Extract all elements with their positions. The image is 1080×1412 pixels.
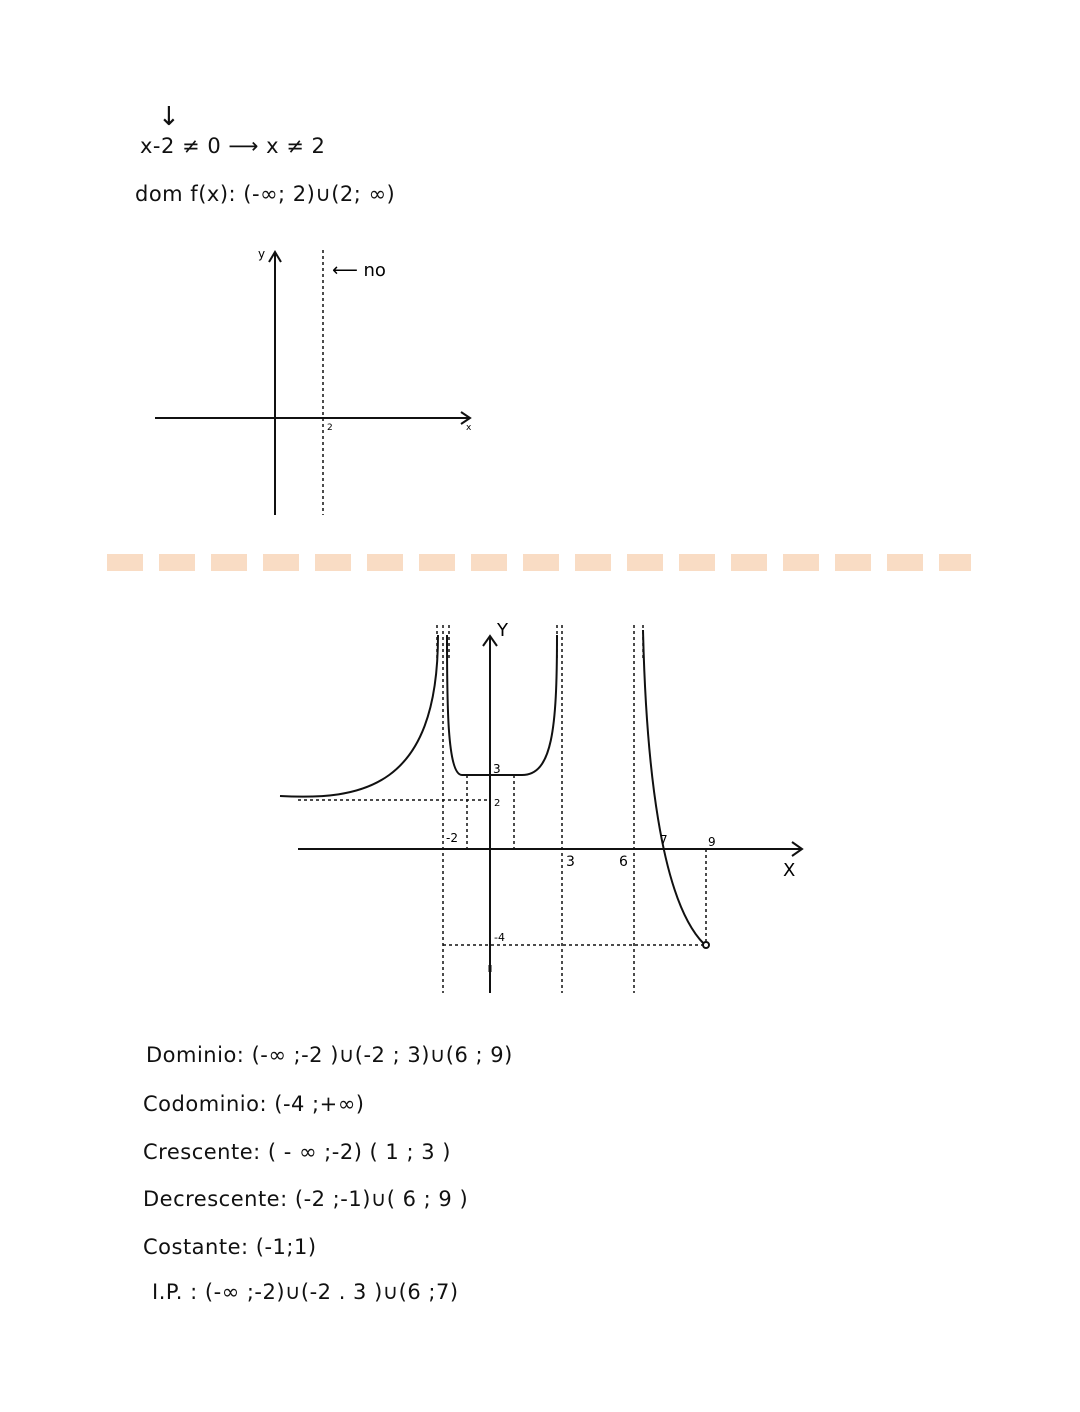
tick-y2: 2 <box>494 798 501 809</box>
x-label: x <box>466 423 472 433</box>
equation: x-2 ≠ 0 ⟶ x ≠ 2 <box>140 134 326 158</box>
tick-y3: 3 <box>493 762 501 776</box>
note-label: Decrescente: <box>143 1187 288 1211</box>
curve-right <box>643 630 704 944</box>
note-label: Dominio: <box>146 1043 245 1067</box>
note-value: (-2 ;-1)∪( 6 ; 9 ) <box>294 1187 469 1211</box>
y-label-2: Y <box>497 620 508 641</box>
dashed-separator <box>107 554 971 571</box>
tick-x3: 3 <box>566 854 575 870</box>
note-label: Crescente: <box>143 1140 261 1164</box>
tick-m2: -2 <box>446 831 458 845</box>
note-ip <box>152 1280 459 1304</box>
note-label: I.P. : <box>152 1280 198 1304</box>
note-dominio <box>146 1043 513 1067</box>
y-label: y <box>258 247 266 261</box>
y-axis-arrow-icon-2 <box>483 636 497 646</box>
note-value: (-∞ ;-2 )∪(-2 ; 3)∪(6 ; 9) <box>251 1043 513 1067</box>
note-label: Codominio: <box>143 1092 268 1116</box>
note-costante <box>143 1235 317 1259</box>
note-value: ( - ∞ ;-2) ( 1 ; 3 ) <box>267 1140 451 1164</box>
tick-6: 6 <box>619 854 628 870</box>
tick-9: 9 <box>708 835 716 849</box>
down-arrow-icon: ↓ <box>158 102 180 132</box>
curve-left <box>280 635 438 797</box>
domain-statement: dom f(x): (-∞; 2)∪(2; ∞) <box>135 182 396 206</box>
tick-2: 2 <box>327 423 333 433</box>
x-label-2: X <box>783 860 796 881</box>
curve-middle <box>447 635 557 775</box>
x-axis-arrow-icon <box>461 412 470 424</box>
note-label: Costante: <box>143 1235 249 1259</box>
note-codominio <box>143 1092 364 1116</box>
note-no: ⟵ no <box>332 260 386 281</box>
y-axis-arrow-icon <box>269 252 281 262</box>
note-crescente <box>143 1140 451 1164</box>
note-value: (-∞ ;-2)∪(-2 . 3 )∪(6 ;7) <box>204 1280 459 1304</box>
tick-m4: -4 <box>494 931 505 944</box>
note-value: (-1;1) <box>255 1235 317 1259</box>
endpoint-9 <box>703 942 709 948</box>
tick-7: 7 <box>660 833 668 847</box>
x-axis-arrow-icon-2 <box>792 842 802 856</box>
note-decrescente <box>143 1187 468 1211</box>
note-value: (-4 ;+∞) <box>274 1092 365 1116</box>
